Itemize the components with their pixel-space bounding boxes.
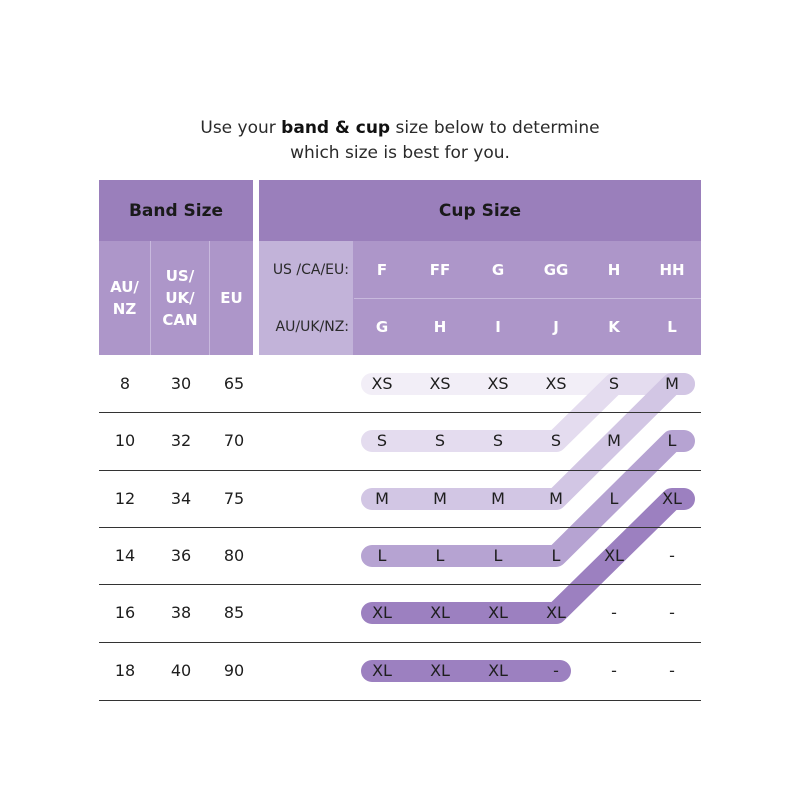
size-cell: - xyxy=(669,546,675,565)
cup-us-ff: FF xyxy=(411,241,469,298)
size-cell: XL xyxy=(430,603,450,622)
band-us-cell: 40 xyxy=(170,661,192,680)
cup-au-g: G xyxy=(353,298,411,355)
cup-size-header: Cup Size xyxy=(259,180,701,241)
row-divider xyxy=(99,527,701,528)
band-au-cell: 12 xyxy=(114,489,136,508)
size-cell: L xyxy=(609,489,619,508)
intro-prefix: Use your xyxy=(200,118,276,138)
size-cell: S xyxy=(376,431,388,450)
size-cell: XL xyxy=(662,489,682,508)
size-cell: XL xyxy=(604,546,624,565)
band-eu-cell: 90 xyxy=(223,661,245,680)
size-cell: XL xyxy=(372,661,392,680)
size-cell: L xyxy=(667,431,677,450)
cup-us-gg: GG xyxy=(527,241,585,298)
cup-us-hh: HH xyxy=(643,241,701,298)
band-us-cell: 30 xyxy=(170,374,192,393)
row-divider xyxy=(99,470,701,471)
size-cell: XL xyxy=(430,661,450,680)
size-cell: S xyxy=(492,431,504,450)
band-us-cell: 38 xyxy=(170,603,192,622)
cup-au-i: I xyxy=(469,298,527,355)
size-cell: S xyxy=(608,374,620,393)
size-cell: - xyxy=(669,661,675,680)
eu-header: EU xyxy=(210,241,253,355)
size-cell: - xyxy=(553,661,559,680)
cup-au-k: K xyxy=(585,298,643,355)
cup-us-g: G xyxy=(469,241,527,298)
cup-us-f: F xyxy=(353,241,411,298)
band-us-cell: 34 xyxy=(170,489,192,508)
row-divider xyxy=(99,412,701,413)
size-cell: M xyxy=(375,489,389,508)
cup-us-h: H xyxy=(585,241,643,298)
size-cell: XS xyxy=(371,374,393,393)
size-cell: M xyxy=(665,374,679,393)
size-cell: M xyxy=(433,489,447,508)
band-au-cell: 8 xyxy=(119,374,131,393)
row-divider xyxy=(99,642,701,643)
band-eu-cell: 80 xyxy=(223,546,245,565)
band-au-cell: 14 xyxy=(114,546,136,565)
band-eu-cell: 65 xyxy=(223,374,245,393)
band-eu-cell: 85 xyxy=(223,603,245,622)
size-cell: - xyxy=(611,661,617,680)
band-us-cell: 32 xyxy=(170,431,192,450)
cup-au-j: J xyxy=(527,298,585,355)
band-au-cell: 10 xyxy=(114,431,136,450)
size-cell: S xyxy=(434,431,446,450)
size-cell: M xyxy=(607,431,621,450)
size-cell: XL xyxy=(546,603,566,622)
us-ca-eu-label: US /CA/EU: xyxy=(259,241,354,298)
intro-suffix: size below to determine xyxy=(390,118,600,138)
us-uk-can-header: US/ UK/ CAN xyxy=(151,241,209,355)
size-cell: XS xyxy=(429,374,451,393)
size-cell: L xyxy=(551,546,561,565)
intro-bold: band & cup xyxy=(281,118,391,138)
size-cell: XL xyxy=(488,603,508,622)
intro-line-2: which size is best for you. xyxy=(290,143,510,163)
size-cell: XS xyxy=(487,374,509,393)
size-cell: XS xyxy=(545,374,567,393)
size-cell: - xyxy=(669,603,675,622)
row-divider xyxy=(99,700,701,701)
band-eu-cell: 70 xyxy=(223,431,245,450)
size-cell: M xyxy=(549,489,563,508)
size-cell: L xyxy=(493,546,503,565)
cup-au-h: H xyxy=(411,298,469,355)
cup-au-l: L xyxy=(643,298,701,355)
row-divider xyxy=(99,584,701,585)
band-au-cell: 16 xyxy=(114,603,136,622)
size-cell: M xyxy=(491,489,505,508)
size-cell: L xyxy=(377,546,387,565)
band-au-cell: 18 xyxy=(114,661,136,680)
size-cell: XL xyxy=(488,661,508,680)
au-nz-header: AU/ NZ xyxy=(99,241,150,355)
size-cell: - xyxy=(611,603,617,622)
band-eu-cell: 75 xyxy=(223,489,245,508)
au-uk-nz-label: AU/UK/NZ: xyxy=(259,298,354,355)
band-us-cell: 36 xyxy=(170,546,192,565)
size-cell: S xyxy=(550,431,562,450)
size-cell: L xyxy=(435,546,445,565)
size-cell: XL xyxy=(372,603,392,622)
band-size-header: Band Size xyxy=(99,180,253,241)
